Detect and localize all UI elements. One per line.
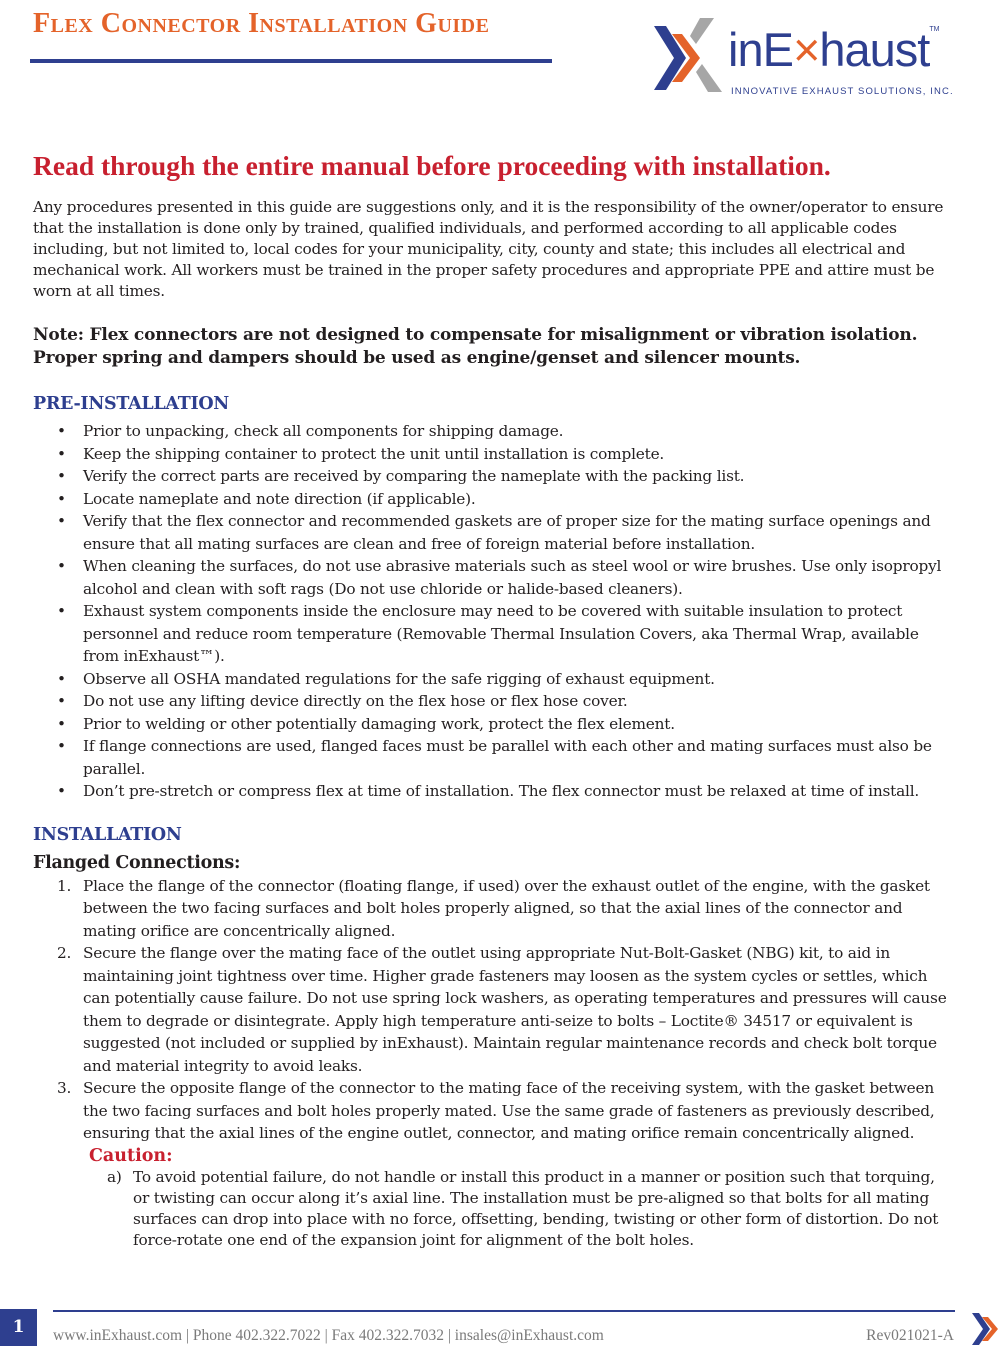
page-number: 1 (0, 1309, 37, 1346)
list-item: • If flange connections are used, flanged faces must be parallel with each other and mating surfaces must also be parallel. (33, 735, 953, 780)
step-item (33, 942, 953, 1077)
list-item: • Verify that the flex connector and recommended gaskets are of proper size for the mating surface openings and ensure that all mating surfaces are clean and free of foreign material before installation. (33, 510, 953, 555)
footer-divider (53, 1310, 955, 1312)
intro-paragraph: Any procedures presented in this guide are suggestions only, and it is the responsibility of the owner/operator to ensure that the installation is done only by trained, qualified individuals, and performed according to all applicable codes including, but not limited to, local codes for your municipality, city, county and state; this includes all electrical and mechanical work. All workers must be trained in the proper safety procedures and appropriate PPE and attire must be worn at all times. (33, 198, 944, 300)
flanged-connections-subheading: Flanged Connections: (33, 852, 241, 873)
header-divider (30, 59, 552, 63)
list-item: • Observe all OSHA mandated regulations for the safe rigging of exhaust equipment. (33, 668, 953, 691)
list-item: • Do not use any lifting device directly on the flex hose or flex hose cover. (33, 690, 953, 713)
warning-heading: Read through the entire manual before proceeding with installation. (33, 150, 831, 181)
footer-logo-mark-icon (970, 1309, 1000, 1349)
caution-label: Caution: (89, 1145, 173, 1166)
logo-wordmark: inE×haust™ (728, 23, 940, 76)
step-text: Secure the flange over the mating face of the outlet using appropriate Nut-Bolt-Gasket (NBG) kit, to aid in maintaining joint tightness over time. Higher grade fasteners may loosen as the system cycles or settles, which can potentially cause failure. Do not use spring lock washers, as operating temperatures and pressures will cause them to degrade or disintegrate. Apply high temperature anti-seize to bolts – Loctite® 34517 or equivalent is suggested (not included or supplied by inExhaust). Maintain regular maintenance records and check bolt torque and material integrity to avoid leaks. (83, 944, 947, 1075)
note-paragraph: Note: Flex connectors are not designed to compensate for misalignment or vibration isolation. Proper spring and dampers should be used as engine/genset and silencer mounts. (33, 325, 918, 368)
step-number: 3. (57, 1079, 72, 1097)
step-item (33, 875, 953, 943)
step-item (33, 1077, 953, 1145)
step-text: Place the flange of the connector (floating flange, if used) over the exhaust outlet of the engine, with the gasket between the two facing surfaces and bolt holes properly aligned, so that the axial lines of the connector and mating orifice are concentrically aligned. (83, 876, 930, 940)
installation-heading: INSTALLATION (33, 824, 182, 845)
footer-revision: Rev021021-A (866, 1327, 954, 1344)
list-item: • Locate nameplate and note direction (if applicable). (33, 488, 953, 511)
list-item: • Exhaust system components inside the enclosure may need to be covered with suitable insulation to protect personnel and reduce room temperature (Removable Thermal Insulation Covers, aka Thermal Wrap, available from inExhaust™). (33, 600, 953, 668)
installation-steps (33, 875, 953, 1145)
step-number: 2. (57, 944, 72, 962)
inexhaust-logo (652, 14, 952, 104)
list-item: • Don’t pre-stretch or compress flex at time of installation. The flex connector must be relaxed at time of install. (33, 780, 953, 803)
pre-installation-heading: PRE-INSTALLATION (33, 394, 229, 414)
logo-tagline: INNOVATIVE EXHAUST SOLUTIONS, INC. (731, 86, 954, 97)
document-title: Flex Connector Installation Guide (33, 8, 490, 39)
caution-item-text: To avoid potential failure, do not handle or install this product in a manner or position such that torquing, or twisting can occur along it’s axial line. The installation must be pre-aligned so that bolts for all mating surfaces can drop into place with no force, offsetting, bending, twisting or other form of distortion. Do not force-rotate one end of the expansion joint for alignment of the bolt holes. (133, 1167, 939, 1249)
list-item: • Verify the correct parts are received by comparing the nameplate with the packing list. (33, 465, 953, 488)
footer-contact: www.inExhaust.com | Phone 402.322.7022 | Fax 402.322.7032 | insales@inExhaust.com (53, 1327, 604, 1344)
pre-installation-list (33, 420, 953, 803)
step-number: 1. (57, 876, 72, 895)
caution-item-number: a) (107, 1167, 122, 1186)
list-item: • Prior to unpacking, check all components for shipping damage. (33, 420, 953, 443)
main-content (33, 150, 953, 1251)
caution-item (33, 1167, 953, 1251)
logo-chevron-icon (652, 14, 732, 104)
list-item: • Prior to welding or other potentially damaging work, protect the flex element. (33, 713, 953, 736)
list-item: • When cleaning the surfaces, do not use abrasive materials such as steel wool or wire brushes. Use only isopropyl alcohol and clean with soft rags (Do not use chloride or halide-based cleaners). (33, 555, 953, 600)
step-text: Secure the opposite flange of the connector to the mating face of the receiving system, with the gasket between the two facing surfaces and bolt holes properly mated. Use the same grade of fasteners as previously described, ensuring that the axial lines of the engine outlet, connector, and mating orifice remain concentrically aligned. (83, 1079, 935, 1142)
list-item: • Keep the shipping container to protect the unit until installation is complete. (33, 443, 953, 466)
